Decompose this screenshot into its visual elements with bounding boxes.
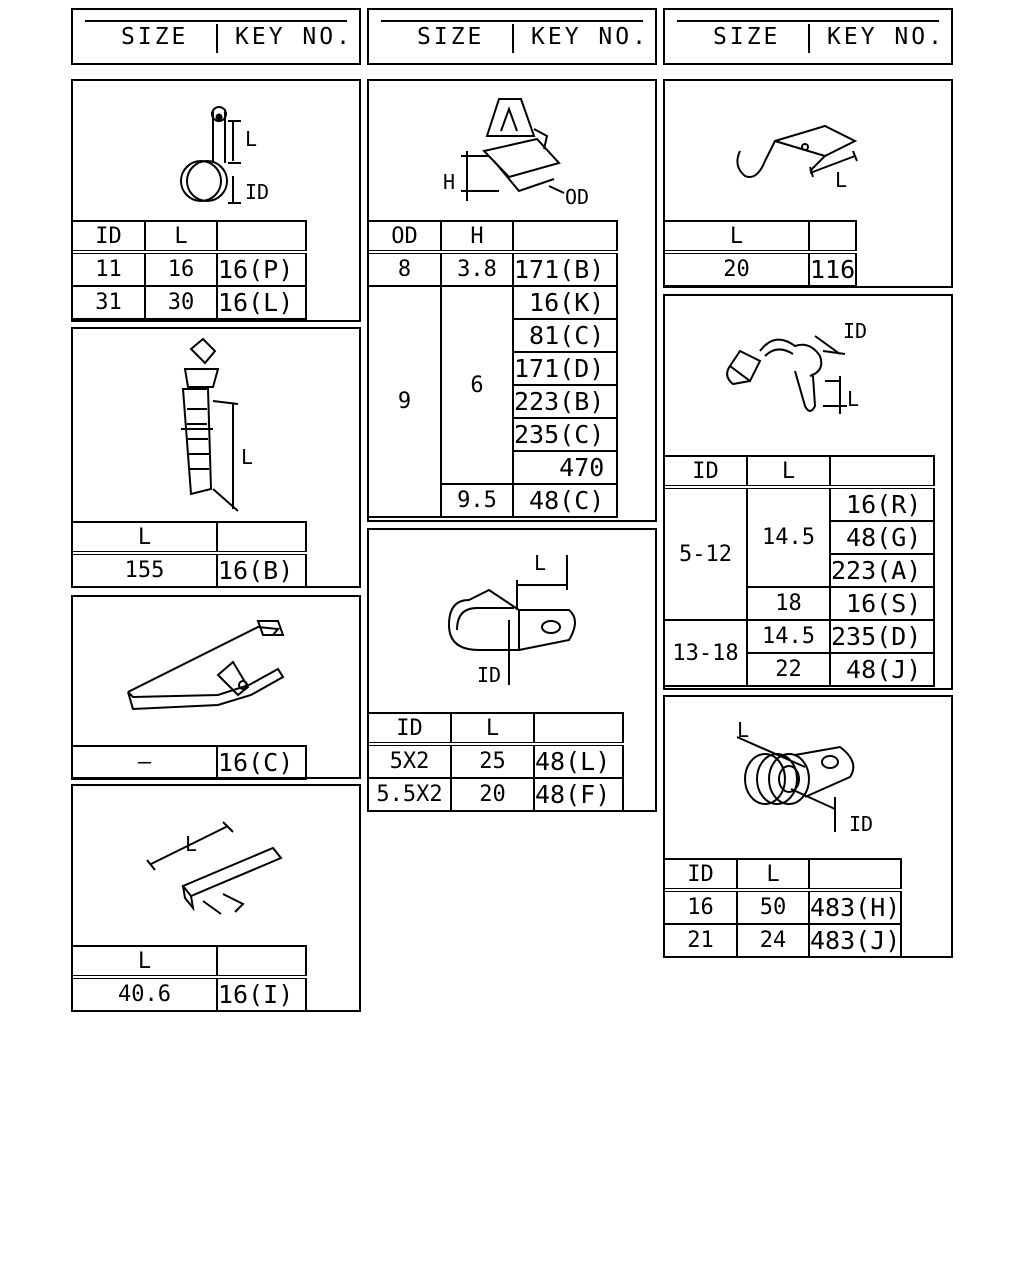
id-group: 5-12 [664,487,747,620]
table-row: 21 24 483(J) [664,924,901,957]
col-header-l: L [145,221,217,252]
oval-clamp-drawing [369,530,655,713]
key-no: 235(C) [513,418,617,451]
key-no: 16(B) [217,553,306,587]
key-no: 16(S) [830,587,934,620]
key-no: 48(J) [830,653,934,686]
push-rivet-table [367,220,618,518]
table-row: 18 16(S) [664,587,934,620]
push-rivet-drawing [369,81,655,221]
panel-hook-clip [663,79,953,288]
dim-l-label: L [835,168,848,192]
key-no: 171(B) [513,252,617,286]
od-group: 9 [368,286,441,517]
key-no: 171(D) [513,352,617,385]
dim-l-label: L [847,387,860,411]
no-size-dash: — [72,746,217,779]
key-no: 48(F) [534,778,623,811]
loop-clamp-table [71,220,307,320]
key-no: 16(R) [830,487,934,521]
pipe-clip-table [663,455,935,687]
panel-flat-strap [71,595,361,779]
dim-id-label: ID [477,663,502,687]
band-clip-table [71,945,307,1012]
id-group: 13-18 [664,620,747,686]
panel-band-clip [71,784,361,1012]
table-row: 22 48(J) [664,653,934,686]
col-header-l: L [737,859,809,890]
key-no: 483(H) [809,890,901,924]
h-group: 6 [441,286,513,484]
key-no: 116 [809,252,856,286]
key-no: 470 [513,451,617,484]
table-row [664,487,934,521]
col-header-id: ID [664,456,747,487]
key-no: 48(G) [830,521,934,554]
table-row: 9.5 48(C) [368,484,617,517]
col-header-od: OD [368,221,441,252]
key-no-header: KEY NO. [531,24,649,50]
table-row: 31 30 16(L) [72,286,306,319]
col-header-l: L [72,522,217,553]
header-col-2 [367,8,657,65]
hook-clip-drawing [665,81,951,221]
dim-l-label: L [245,127,258,151]
panel-loop-clamp [71,79,361,322]
table-row: 20 116 [664,252,856,286]
key-no-header: KEY NO. [827,24,945,50]
key-no: 223(A) [830,554,934,587]
col-header-l: L [72,946,217,977]
table-row: 11 16 16(P) [72,252,306,286]
table-row: 40.6 16(I) [72,977,306,1011]
l-group: 14.5 [747,487,830,587]
dim-l-label: L [241,445,254,469]
key-no: 16(L) [217,286,306,319]
header-col-1 [71,8,361,65]
cushion-clamp-drawing [665,697,951,859]
table-row: 155 16(B) [72,553,306,587]
table-row: 13-18 14.5 235(D) [664,620,934,653]
key-no: 223(B) [513,385,617,418]
table-row: 16 50 483(H) [664,890,901,924]
dim-id-label: ID [843,319,868,343]
dim-od-label: OD [565,185,590,209]
panel-cushion-clamp [663,695,953,958]
loop-clamp-drawing [73,81,359,221]
flat-strap-table [71,745,307,780]
header-col-3 [663,8,953,65]
key-no: 16(K) [513,286,617,319]
panel-push-rivet [367,79,657,522]
dim-id-label: ID [849,812,874,836]
table-row [368,286,617,319]
panel-pipe-clip [663,294,953,690]
dim-id-label: ID [245,180,270,204]
dim-l-label: L [737,718,750,742]
col-header-id: ID [368,713,451,744]
dim-l-label: L [185,832,198,856]
key-no: 483(J) [810,926,901,955]
table-row: 5X2 25 48(L) [368,744,623,778]
cushion-clamp-table [663,858,902,958]
oval-clamp-table [367,712,624,812]
key-no: 48(C) [513,484,617,517]
col-header-l: L [747,456,830,487]
col-header-h: H [441,221,513,252]
band-clip-drawing [73,786,359,946]
dim-h-label: H [443,170,456,194]
key-no: 16(P) [217,252,306,286]
table-row: 5.5X2 20 48(F) [368,778,623,811]
dim-l-label: L [534,551,547,575]
col-header-id: ID [664,859,737,890]
col-header-l: L [664,221,809,252]
push-clip-drawing [73,329,359,521]
col-header-blank [217,221,306,252]
push-clip-table [71,521,307,588]
key-no: 16(C) [217,746,306,779]
size-header: SIZE [121,24,189,50]
key-no-header: KEY NO. [235,24,353,50]
panel-oval-clamp [367,528,657,812]
key-no: 16(I) [217,977,306,1011]
size-header: SIZE [417,24,485,50]
key-no: 235(D) [830,620,934,653]
size-header: SIZE [713,24,781,50]
table-row: 8 3.8 171(B) [368,252,617,286]
col-header-id: ID [72,221,145,252]
flat-strap-drawing [73,597,359,745]
hook-clip-table [663,220,857,287]
key-no: 81(C) [513,319,617,352]
pipe-clip-drawing [665,296,951,456]
table-row [72,746,306,779]
col-header-l: L [451,713,534,744]
key-no: 48(L) [534,744,623,778]
panel-push-clip [71,327,361,588]
